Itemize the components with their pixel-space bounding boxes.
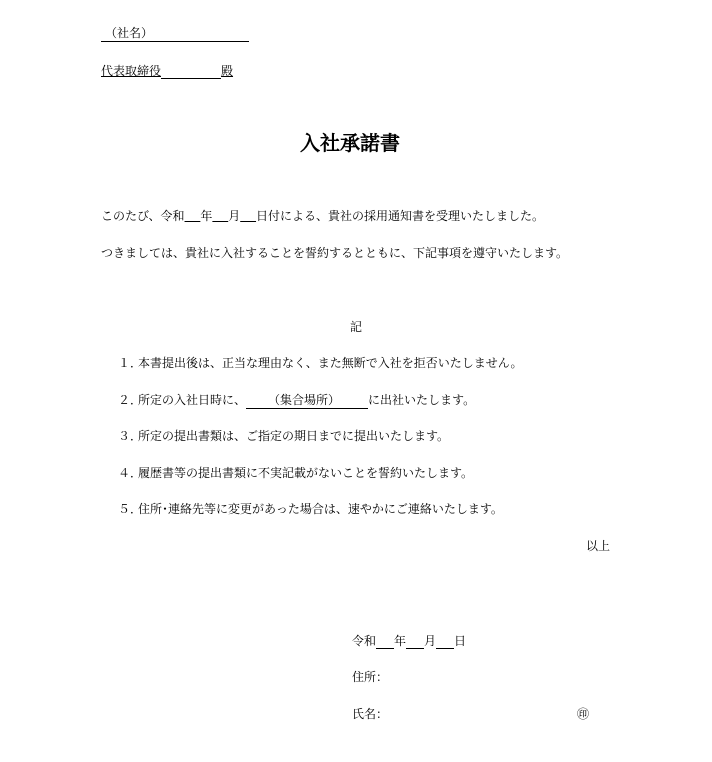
closing-text: 以上 (586, 539, 611, 553)
recipient-title: 代表取締役 (101, 64, 162, 78)
list-item: ４．履歴書等の提出書類に不実記載がないことを誓約いたします。 (118, 466, 474, 480)
body-line-1: このたび、令和 年 月 日付による、貴社の採用通知書を受理いたしました。 (101, 209, 545, 223)
list-item: ３．所定の提出書類は、ご指定の期日までに提出いたします。 (118, 429, 450, 443)
address-label: 住所： (352, 670, 389, 684)
recipient-line (101, 63, 233, 79)
body-line-2: つきましては、貴社に入社することを誓約するとともに、下記事項を遵守いたします。 (101, 246, 569, 260)
list-item: ２．所定の入社日時に、 （集合場所） に出社いたします。 (118, 393, 476, 407)
company-name-blank (101, 25, 249, 42)
ki-heading: 記 (349, 320, 362, 334)
seal-icon: ㊞ (577, 707, 590, 721)
meeting-place-blank: （集合場所） (246, 392, 368, 409)
list-item: １．本書提出後は、正当な理由なく、また無断で入社を拒否いたしません。 (118, 356, 523, 370)
document-title: 入社承諾書 (300, 131, 400, 155)
list-item: ５．住所･連絡先等に変更があった場合は、速やかにご連絡いたします。 (118, 502, 503, 516)
recipient-honorific: 殿 (221, 64, 234, 78)
recipient-name-blank (161, 65, 221, 79)
signature-date: 令和 年 月 日 (352, 634, 467, 648)
company-placeholder: （社名） (105, 26, 154, 40)
name-label: 氏名： (352, 707, 389, 721)
